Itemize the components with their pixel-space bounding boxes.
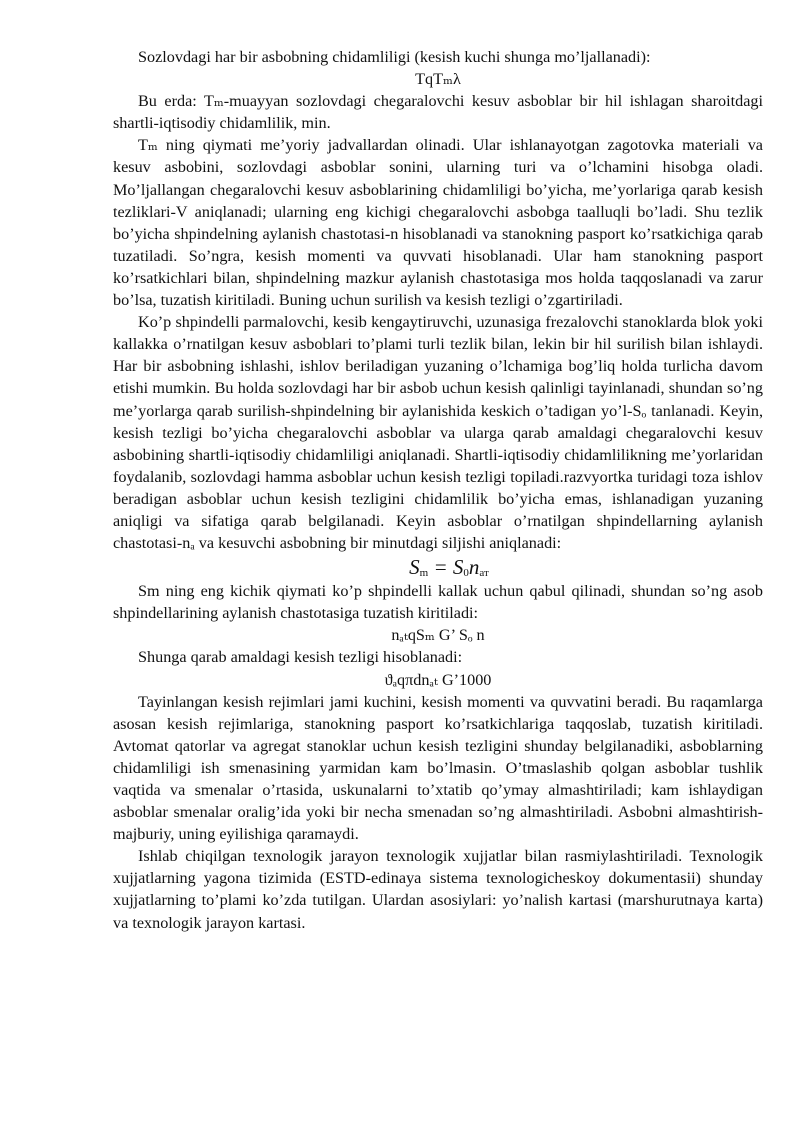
- paragraph-documentation: Ishlab chiqilgan texnologik jarayon texnologik xujjatlar bilan rasmiylashtiriladi. Texnologik xujjatlarning yagona tizimida (ESTD-edinaya sistema texnologicheskoy dokumentasii) shunday xujjatlarning to’plami ko’zda tutilgan. Ulardan asosiylari: yo’nalish kartasi (marshurutnaya karta) va texnologik jarayon kartasi.: [113, 847, 763, 932]
- formula-subscript: 0: [463, 567, 469, 580]
- formula-spindle-speed: nₐₜqSₘ G’ Sₒ n: [391, 626, 485, 645]
- formula-feed-rate: [113, 554, 763, 580]
- formula-subscript: ат: [479, 567, 489, 580]
- paragraph-min-value: Sm ning eng kichik qiymati ko’p shpindelli kallak uchun qabul qilinadi, shundan so’ng asob shpindellarining aylanish chastotasiga tuzatish kiritiladi:: [113, 582, 763, 623]
- formula-symbol: = S: [428, 555, 464, 580]
- formula-subscript: m: [419, 567, 429, 580]
- paragraph-definition: Bu erda: Tₘ-muayyan sozlovdagi chegaralovchi kesuv asboblar bir hil ishlagan sharoitdagi shartli-iqtisodiy chidamlilik, min.: [113, 92, 763, 133]
- paragraph-regimes: Tayinlangan kesish rejimlari jami kuchini, kesish momenti va quvvatini beradi. Bu raqamlarga asosan kesish rejimlariga, stanokning pasport ko’rsatkichlariga taqqoslab, tuzatish kiritiladi. Avtomat qatorlar va agregat stanoklar uchun kesish tezligini shunday belgilanadiki, asboblarning chidamliligi ish smenasining yarmidan kam bo’lmasin. O’tmaslashib qolgan asboblar tushlik vaqtida va smenalar o’rtasida, uskunalarni to’xtatib qo’ymay almashtiriladi; kam ishlaydigan asboblar smenalar oralig’ida yoki bir necha smenadan so’ng almashtiriladi. Asbobni almashtirish-majburiy, uning eyilishiga qaramaydi.: [113, 692, 763, 844]
- paragraph-multi-spindle: Ko’p shpindelli parmalovchi, kesib kengaytiruvchi, uzunasiga frezalovchi stanoklarda blok yoki kallakka o’rnatilgan kesuv asboblari to’plami turli tezlik bilan, lekin bir hil surilish bilan ishlaydi. Har bir asbobning ishlashi, ishlov beriladigan yuzaning o’lchamiga bog’liq holda turlicha davom etishi mumkin. Bu holda sozlovdagi har bir asbob uchun kesish qalinligi tayinlanadi, shundan so’ng me’yorlarga qarab surilish-shpindelning bir aylanishida keskich o’tadigan yo’l-Sₒ tanlanadi. Keyin, kesish tezligi bo’yicha chegaralovchi asboblar va ularga qarab amaldagi chegaralovchi kesuv asbobining shartli-iqtisodiy chidamliligi aniqlanadi. Shartli-iqtisodiy chidamlilikning me’yorlaridan foydalanib, sozlovdagi hamma asboblar uchun kesish tezligi topiladi.razvyortka turidagi toza ishlov beradigan asboblar uchun kesish tezligini chidamlilik bo’yicha emas, ishlanadigan yuzaning aniqligi va sifatiga qarab belgilanadi. Keyin asboblar o’rnatilgan shpindellarning aylanish chastotasi-nₐ va kesuvchi asbobning bir minutdagi siljishi aniqlanadi:: [113, 313, 763, 553]
- formula-cutting-speed: ϑₐqπdnₐₜ G’1000: [384, 670, 492, 689]
- formula-symbol: n: [468, 555, 480, 580]
- formula-symbol: S: [409, 555, 420, 580]
- formula-tool-life: TqTₘλ: [415, 70, 461, 89]
- paragraph-intro: Sozlovdagi har bir asbobning chidamliligi (kesish kuchi shunga mo’ljallanadi):: [138, 48, 651, 66]
- paragraph-norms: Tₘ ning qiymati me’yoriy jadvallardan olinadi. Ular ishlanayotgan zagotovka materiali va kesuv asbobini, sozlovdagi asboblar sonini, ularning turi va o’lchamini hisobga oladi. Mo’ljallangan chegaralovchi kesuv asboblarining chidamliligi bo’yicha, me’yorlariga qarab kesish tezliklari-V aniqlanadi; ularning eng kichigi chegaralovchi asbobga taalluqli bo’ladi. Shu tezlik bo’yicha shpindelning aylanish chastotasi-n hisoblanadi va stanokning pasport ko’rsatkichiga qarab tuzatiladi. So’ngra, kesish momenti va quvvati hisoblanadi. Ular ham stanokning pasport ko’rsatkichlari bilan, shpindelning mazkur aylanish chastotasiga mos holda taqqoslanadi va zarur bo’lsa, tuzatish kiritiladi. Buning uchun surilish va kesish tezligi o’zgartiriladi.: [113, 136, 763, 310]
- document-page: [113, 46, 763, 934]
- paragraph-actual-speed: Shunga qarab amaldagi kesish tezligi hisoblanadi:: [138, 648, 463, 667]
